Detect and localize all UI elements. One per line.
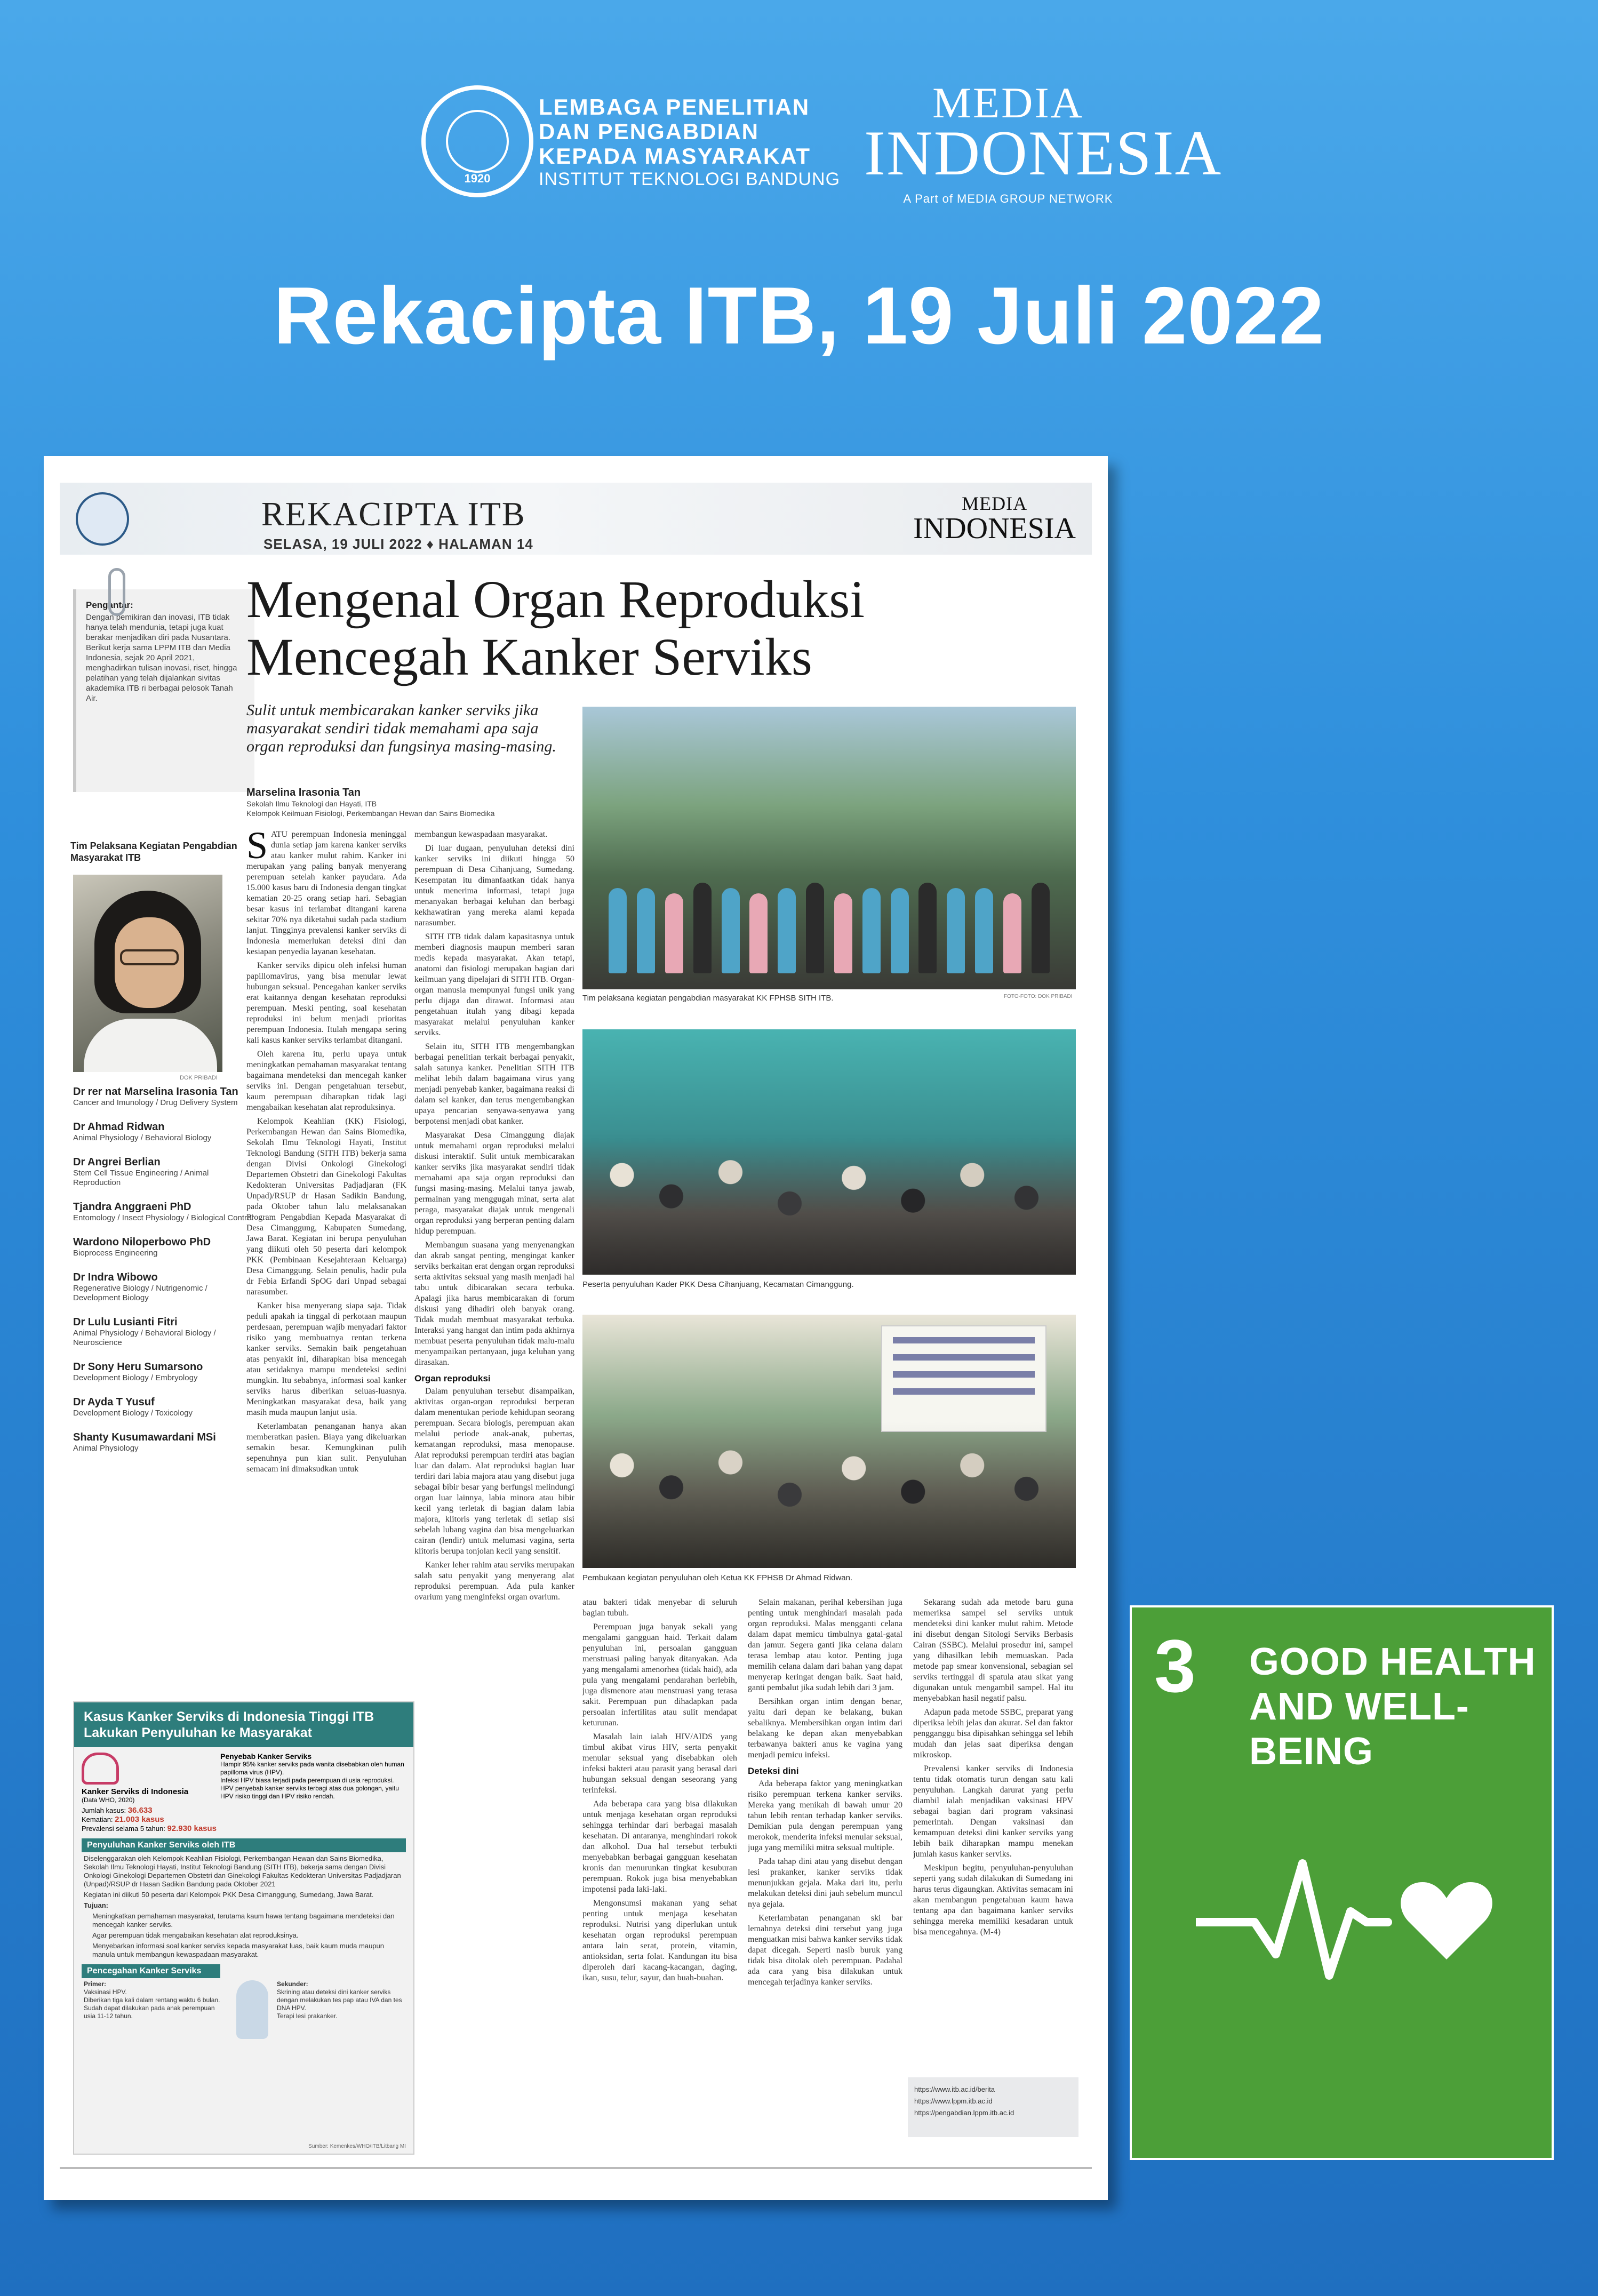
member-name: Tjandra Anggraeni PhD	[73, 1201, 191, 1213]
paragraph: Oleh karena itu, perlu upaya untuk meningkatkan pemahaman masyarakat tentang bagaimana mendeteksi dan mencegah kanker serviks ini. Dengan pengetahuan tersebut, kaum perempuan diharapkan tidak lagi mengabaikan kesehatan alat reproduksinya.	[246, 1050, 406, 1112]
media-logo-line1: MEDIA	[932, 78, 1084, 127]
author-affiliation-1: Sekolah Ilmu Teknologi dan Hayati, ITB	[246, 799, 377, 808]
team-member	[73, 1361, 254, 1383]
brand-line2: INDONESIA	[913, 512, 1076, 545]
team-member	[73, 1121, 254, 1143]
secondary-item: Skrining atau deteksi dini kanker serviks dengan melakukan tes pap atau IVA dan tes DNA HPV.	[277, 1988, 402, 2012]
article-column-5	[913, 1597, 1073, 2067]
paragraph: Pada tahap dini atau yang disebut dengan lesi prakanker, kanker serviks tidak menunjukkan gejala. Maka dari itu, perlu melakukan deteksi dini jauh sebelum muncul nya gejala.	[748, 1857, 902, 1909]
team-member	[73, 1085, 254, 1108]
section-title: REKACIPTA ITB	[261, 495, 526, 533]
paragraph: Perempuan juga banyak sekali yang mengalami gangguan haid. Terkait dalam penyuluhan ini, persoalan gangguan menstruasi paling banyak ditanyakan. Ada yang mengalami amenorhea (tidak haid), ada pula yang mengalami pendarahan berlebih, juga dismenore atau menstruasi yang terasa sakit. Perempuan pun dihadapkan pada persoalan infertilitas atau sulit mendapat keturunan.	[582, 1622, 737, 1727]
paperclip-icon	[108, 568, 125, 616]
paper-masthead	[60, 483, 1092, 555]
paragraph: Meskipun begitu, penyuluhan-penyuluhan seperti yang sudah dilakukan di Sumedang ini harus terus digaungkan. Aktivitas semacam ini akan membangun pengetahuan kaum hawa tentang apa dan bagaimana kanker serviks sehingga mereka memiliki kesadaran untuk bisa mencegahnya. (M-4)	[913, 1863, 1073, 1937]
prevention-title: Pencegahan Kanker Serviks	[82, 1964, 220, 1978]
infographic-title: Kasus Kanker Serviks di Indonesia Tinggi ITB Lakukan Penyuluhan ke Masyarakat	[74, 1702, 413, 1747]
program-item: Meningkatkan pemahaman masyarakat, terutama kaum hawa tentang bagaimana mendeteksi dan mencegah kanker serviks.	[92, 1912, 395, 1929]
program-item: Kegiatan ini diikuti 50 peserta dari Kelompok PKK Desa Cimanggung, Sumedang, Jawa Barat.	[84, 1891, 374, 1899]
member-role: Development Biology / Toxicology	[73, 1409, 193, 1418]
member-name: Dr Sony Heru Sumarsono	[73, 1361, 203, 1373]
article-deck: Sulit untuk membicarakan kanker serviks jika masyarakat sendiri tidak memahami apa saja organ reproduksi dan fungsinya masing-masing.	[246, 701, 556, 755]
paragraph: Keterlambatan penanganan hanya akan memberatkan pasien. Biaya yang dikeluarkan semakin besar. Kemungkinan pulih sepenuhnya pun kian sulit. Penyuluhan semacam ini dimaksudkan untuk	[246, 1422, 406, 1474]
member-name: Dr Lulu Lusianti Fitri	[73, 1316, 178, 1328]
link-itb-news[interactable]: https://www.itb.ac.id/berita	[914, 2085, 995, 2093]
author-portrait	[73, 875, 222, 1072]
intro-note	[73, 589, 254, 792]
sdg-title	[1249, 1639, 1552, 1774]
program-item: Menyebarkan informasi soal kanker serviks kepada masyarakat luas, baik kaum muda maupun manula untuk membangun kewaspadaan masyarakat.	[92, 1942, 384, 1958]
paragraph: Membangun suasana yang menyenangkan dan akrab sangat penting, mengingat kanker serviks berkaitan erat dengan organ reproduksi serta aktivitas seksual yang masih menjadi hal tabu untuk dibicarakan secara terbuka. Apalagi jika harus membicarakan di forum diskusi yang dihadiri oleh banyak orang. Tidak mudah membuat masyarakat terbuka. Interaksi yang hangat dan intim pada akhirnya membuat peserta penyuluhan tidak malu-malu menyampaikan pertanyaan, juga keluhan yang dirasakan.	[414, 1241, 574, 1367]
media-indonesia-logo	[864, 78, 1223, 206]
portrait-credit: DOK PRIBADI	[180, 1075, 218, 1081]
photo-participants	[582, 1029, 1076, 1275]
uterus-icon	[82, 1753, 119, 1785]
paragraph: Ada beberapa faktor yang meningkatkan risiko perempuan terkena kanker serviks. Mereka yang menikah di bawah umur 20 tahun lebih rentan terhadap kanker serviks. Demikian pula dengan perempuan yang merokok, menderita infeksi menular seksual, juga yang memiliki mitra seksual multiple.	[748, 1779, 902, 1852]
article-column-1	[246, 829, 406, 1661]
primary-title: Primer:	[84, 1980, 107, 1988]
stat-value: 92.930 kasus	[167, 1824, 217, 1833]
member-name: Dr rer nat Marselina Irasonia Tan	[73, 1086, 238, 1098]
photo-caption: Tim pelaksana kegiatan pengabdian masyarakat KK FPHSB SITH ITB.	[582, 994, 834, 1003]
article-headline	[246, 571, 865, 686]
primary-item: Diberikan tiga kali dalam rentang waktu 6 bulan.	[84, 1996, 220, 2004]
program-title: Penyuluhan Kanker Serviks oleh ITB	[82, 1838, 406, 1852]
photo-opening	[582, 1315, 1076, 1568]
lppm-line4: INSTITUT TEKNOLOGI BANDUNG	[539, 169, 841, 189]
team-member	[73, 1271, 254, 1303]
cause-item: Infeksi HPV biasa terjadi pada perempuan di usia reproduksi.	[220, 1777, 394, 1784]
member-role: Bioprocess Engineering	[73, 1249, 158, 1258]
headline-line2: Mencegah Kanker Serviks	[246, 627, 812, 686]
subheading: Organ reproduksi	[414, 1373, 491, 1383]
paragraph: Kanker bisa menyerang siapa saja. Tidak peduli apakah ia tinggal di perkotaan maupun perdesaan, perempuan wajib menyadari faktor risiko yang membuatnya rentan terkena kanker serviks. Semakin baik pengetahuan atas penyakit ini, diharapkan bisa mencegah atau setidaknya mampu mendeteksi sedini mungkin. Itu sebabnya, informasi soal kanker serviks harus diberikan seluas-luasnya. Meningkatkan masyarakat desa, baik yang masih muda maupun lanjut usia.	[246, 1301, 406, 1417]
page-title: Rekacipta ITB, 19 Juli 2022	[273, 270, 1325, 361]
paragraph: Mengonsumsi makanan yang sehat penting untuk menjaga kesehatan reproduksi. Nutrisi yang diperlukan untuk kesehatan organ reproduksi perempuan antara lain serat, protein, vitamin, antioksidan, serta folat. Kandungan itu bisa diperoleh dari kacang-kacangan, daging, ikan, susu, telur, sayur, dan buah-buahan.	[582, 1899, 737, 1982]
team-member	[73, 1236, 254, 1258]
itb-seal-icon	[76, 492, 129, 546]
newspaper-page	[44, 456, 1108, 2200]
paragraph: Kanker leher rahim atau serviks merupakan salah satu penyakit yang menyerang alat reproduksi perempuan. Ada pula kanker ovarium yang menginfeksi organ ovarium.	[414, 1561, 574, 1602]
paragraph: Di luar dugaan, penyuluhan deteksi dini kanker serviks ini diikuti hingga 50 perempuan di Desa Cihanjuang, Sumedang. Kesempatan itu dimanfaatkan tidak hanya untuk menerima informasi, tetapi juga menanyakan berbagai keluhan dan berbagi kekhawatiran yang mereka alami kepada narasumber.	[414, 844, 574, 927]
stat-label: Kematian:	[82, 1815, 113, 1823]
paragraph: Selain makanan, perihal kebersihan juga penting untuk menghindari masalah pada organ reproduksi. Malas mengganti celana dalam dapat memicu timbulnya gatal-gatal dan jamur. Segera ganti jika celana dalam terasa lembap atau kotor. Penting juga memilih celana dalam dari bahan yang dapat menyerap keringat dengan baik. Saat haid, ganti pembalut jika sudah lebih dari 3 jam.	[748, 1598, 902, 1692]
sdg-number: 3	[1154, 1624, 1196, 1708]
paper-brand-logo	[913, 493, 1076, 543]
stat-label: Jumlah kasus:	[82, 1806, 126, 1814]
sdg-title-line2: AND WELL-BEING	[1249, 1685, 1469, 1773]
article-column-3	[582, 1597, 737, 2152]
issue-date: SELASA, 19 JULI 2022 ♦ HALAMAN 14	[263, 536, 533, 552]
paragraph: Kanker serviks dipicu oleh infeksi human papillomavirus, yang bisa menular lewat hubungan seksual. Pencegahan kanker serviks erat kaitannya dengan kesehatan reproduksi perempuan. Meski penting, soal kesehatan reproduksi ini belum menjadi prioritas perempuan Indonesia. Itulah mengapa sering kali kasus kanker serviks terlambat ditangani.	[246, 961, 406, 1045]
member-role: Animal Physiology	[73, 1444, 139, 1453]
article-column-2	[414, 829, 574, 2141]
paragraph: membangun kewaspadaan masyarakat.	[414, 830, 548, 839]
secondary-prevention	[277, 1980, 404, 2039]
member-role: Animal Physiology / Behavioral Biology / Neuroscience	[73, 1329, 216, 1347]
stats-title: Kanker Serviks di Indonesia	[82, 1787, 189, 1796]
member-name: Dr Indra Wibowo	[73, 1271, 158, 1283]
cause-item: Hampir 95% kanker serviks pada wanita disebabkan oleh human papilloma virus (HPV).	[220, 1761, 404, 1776]
team-heading: Tim Pelaksana Kegiatan Pengabdian Masyarakat ITB	[70, 841, 237, 863]
causes-title: Penyebab Kanker Serviks	[220, 1752, 312, 1761]
stat-label: Prevalensi selama 5 tahun:	[82, 1825, 165, 1833]
heartbeat-heart-icon	[1196, 1831, 1495, 1991]
cause-item: HPV penyebab kanker serviks terbagi atas dua golongan, yaitu HPV risiko tinggi dan HPV risiko rendah.	[220, 1785, 399, 1800]
paragraph: Selain itu, SITH ITB mengembangkan berbagai penelitian terkait berbagai penyakit, salah satunya kanker. Penelitian SITH ITB melihat lebih dalam bagaimana virus yang menjadi penyebab kanker, bagaimana reaksi di dalam sel kanker, dan terus mengembangkan upaya pencarian senyawa-senyawa yang berpotensi menjadi obat kanker.	[414, 1042, 574, 1126]
sdg-title-line1: GOOD HEALTH	[1249, 1641, 1536, 1683]
paragraph: Sekarang sudah ada metode baru guna memeriksa sampel sel serviks untuk mendeteksi dini kanker mulut rahim. Metode ini disebut dengan Sitologi Serviks Berbasis Cairan (SSBC). Melalui prosedur ini, sampel yang dihasilkan lebih memuaskan. Pada metode pap smear konvensional, sebagian sel serviks tertinggal di spatula atau sikat yang digunakan untuk mengambil sampel. Hal itu menyebabkan hasil negatif palsu.	[913, 1598, 1073, 1703]
intro-title: Pengantar:	[86, 600, 133, 610]
member-name: Dr Ayda T Yusuf	[73, 1396, 155, 1408]
infographic-box	[73, 1701, 414, 2155]
paragraph: Kelompok Keahlian (KK) Fisiologi, Perkembangan Hewan dan Sains Biomedika, Sekolah Ilmu Teknologi Hayati, Institut Teknologi Bandung (SITH ITB) bekerja sama dengan Divisi Onkologi Ginekologi Departemen Obstetri dan Ginekologi Fakultas Kedokteran Universitas Padjadjaran (FK Unpad)/RSUP dr Hasan Sadikin Bandung, pada Oktober tahun lalu melaksanakan Program Pengabdian Kepada Masyarakat di Desa Cimanggung, Kabupaten Sumedang, Jawa Barat. Kegiatan ini berupa penyuluhan yang diikuti oleh 50 peserta dari kelompok PKK (Pembinaan Kesejahteraan Keluarga) Desa Cimanggung. Selain penulis, hadir pula dr Febia Erfandi SpOG dari Unpad sebagai narasumber.	[246, 1117, 406, 1297]
member-role: Stem Cell Tissue Engineering / Animal Reproduction	[73, 1169, 209, 1187]
sdg-3-badge	[1130, 1605, 1554, 2160]
stats-source: (Data WHO, 2020)	[82, 1796, 135, 1804]
paragraph: SITH ITB tidak dalam kapasitasnya untuk memberi diagnosis maupun memberi saran medis kepada masyarakat. Akan tetapi, anatomi dan fisiologi merupakan bagian dari keilmuan yang dipelajari di SITH ITB. Organ-organ manusia mempunyai fungsi unik yang perlu dijaga dan dirawat. Informasi atau pengetahuan itulah yang dibagi kepada masyarakat melalui penyuluhan kanker serviks.	[414, 932, 574, 1037]
byline	[246, 787, 577, 818]
primary-prevention	[84, 1980, 228, 2039]
member-name: Wardono Niloperbowo PhD	[73, 1236, 211, 1248]
itb-seal-logo	[421, 85, 533, 197]
member-role: Cancer and Imunology / Drug Delivery System	[73, 1098, 238, 1107]
paragraph: Ada beberapa cara yang bisa dilakukan untuk menjaga kesehatan organ reproduksi sehingga terhindar dari berbagai masalah kesehatan. Di antaranya, menghindari rokok dan alkohol. Dua hal tersebut terbukti menyebabkan berbagai gangguan kesehatan kronis dan menurunkan tingkat kesuburan perempuan. Rokok juga bisa menyebabkan impotensi pada laki-laki.	[582, 1799, 737, 1894]
member-role: Regenerative Biology / Nutrigenomic / Development Biology	[73, 1284, 207, 1302]
paragraph: Prevalensi kanker serviks di Indonesia tentu tidak otomatis turun dengan satu kali penyuluhan. Langkah darurat yang perlu diambil ialah menjadikan vaksinasi HPV sebagai bagian dari program vaksinasi pemerintah. Dengan vaksinasi dan kemampuan deteksi dini kanker serviks yang lebih baik diharapkan mampu menekan jumlah kasus kanker serviks.	[913, 1764, 1073, 1859]
member-name: Dr Angrei Berlian	[73, 1156, 161, 1168]
program-item: Agar perempuan tidak mengabaikan kesehatan alat reproduksinya.	[92, 1931, 299, 1939]
author-name: Marselina Irasonia Tan	[246, 787, 361, 798]
member-name: Dr Ahmad Ridwan	[73, 1121, 165, 1133]
reference-links	[908, 2077, 1078, 2137]
headline-line1: Mengenal Organ Reproduksi	[246, 570, 865, 629]
photo-team	[582, 707, 1076, 989]
member-role: Entomology / Insect Physiology / Biological Control	[73, 1213, 253, 1222]
brand-line1: MEDIA	[962, 493, 1028, 514]
author-affiliation-2: Kelompok Keilmuan Fisiologi, Perkembangan Hewan dan Sains Biomedika	[246, 809, 495, 818]
page-footer-rule	[60, 2167, 1092, 2169]
paragraph: atau bakteri tidak menyebar di seluruh bagian tubuh.	[582, 1598, 737, 1618]
primary-item: Vaksinasi HPV.	[84, 1988, 127, 1996]
lppm-line3: KEPADA MASYARAKAT	[539, 143, 811, 169]
stats-block	[82, 1753, 220, 1833]
member-role: Development Biology / Embryology	[73, 1373, 198, 1382]
team-member	[73, 1201, 254, 1223]
program-item: Tujuan:	[84, 1901, 108, 1909]
photo-caption: Peserta penyuluhan Kader PKK Desa Cihanjuang, Kecamatan Cimanggung.	[582, 1280, 854, 1289]
link-lppm[interactable]: https://www.lppm.itb.ac.id	[914, 2097, 993, 2105]
member-role: Animal Physiology / Behavioral Biology	[73, 1133, 212, 1142]
subheading: Deteksi dini	[748, 1766, 799, 1776]
paragraph: Adapun pada metode SSBC, preparat yang diperiksa lebih jelas dan akurat. Sel dan faktor pengganggu bisa dipisahkan sehingga sel lebih mudah dan jelas saat diperiksa dengan mikroskop.	[913, 1708, 1073, 1759]
causes-block	[220, 1753, 406, 1833]
team-member	[73, 1316, 254, 1348]
lppm-line2: DAN PENGABDIAN	[539, 119, 760, 144]
secondary-item: Terapi lesi prakanker.	[277, 2012, 338, 2020]
secondary-title: Sekunder:	[277, 1980, 308, 1988]
paragraph: ATU perempuan Indonesia meninggal dunia setiap jam karena kanker serviks atau kanker mulut rahim. Kanker ini merupakan yang paling banyak menyerang perempuan setelah kanker payudara. Ada 15.000 kasus baru di Indonesia dengan tingkat kematian 20-25 orang setiap hari. Sebagian besar kasus ini terlambat ditangani karena sekitar 70% nya diketahui sudah pada stadium lanjut. Tingginya prevalensi kanker serviks di Indonesia memerlukan deteksi dini dan kesiapan penyedia layanan kesehatan.	[246, 830, 406, 956]
team-list	[73, 1085, 254, 1466]
woman-figure-icon	[236, 1980, 268, 2039]
paragraph: Bersihkan organ intim dengan benar, yaitu dari depan ke belakang, bukan sebaliknya. Membersihkan organ intim dari belakang ke depan akan menyebabkan terbawanya bakteri anus ke vagina yang menjadi pemicu infeksi.	[748, 1697, 902, 1759]
lppm-logo-text	[539, 95, 840, 190]
dropcap: S	[246, 829, 268, 867]
paragraph: Masyarakat Desa Cimanggung diajak untuk memahami organ reproduksi melalui diskusi interaktif. Sulit untuk membicarakan kanker serviks jika masyarakat sendiri tidak memahami apa saja organ reproduksi dan fungsi masing-masing. Melalui tanya jawab, permainan yang menggugah minat, serta alat peraga, masyarakat diajak untuk mengenali organ reproduksi yang berperan penting dalam hidup perempuan.	[414, 1131, 574, 1236]
team-member	[73, 1431, 254, 1453]
seal-year: 1920	[464, 172, 491, 185]
media-tagline: A Part of MEDIA GROUP NETWORK	[903, 192, 1113, 205]
team-member	[73, 1156, 254, 1188]
stat-value: 36.633	[127, 1806, 153, 1815]
team-member	[73, 1396, 254, 1418]
program-item: Diselenggarakan oleh Kelompok Keahlian Fisiologi, Perkembangan Hewan dan Sains Biomedika, Sekolah Ilmu Teknologi Hayati, Institut Teknologi Bandung (SITH ITB), bekerja sama dengan Divisi Onkologi Ginekologi Departemen Obstetri dan Ginekologi Fakultas Kedokteran Universitas Padjadjaran (Unpad)/RSUP dr Hasan Sadikin Bandung pada Oktober 2021	[84, 1854, 401, 1888]
media-logo-line2: INDONESIA	[864, 117, 1223, 188]
member-name: Shanty Kusumawardani MSi	[73, 1431, 216, 1443]
paragraph: Keterlambatan penanganan ski bar lemahnya deteksi dini tersebut yang juga menguatkan misi bahwa kanker serviks tidak dapat dicegah. Seperti nasib buruk yang tidak bisa ditolak oleh perempuan. Padahal ada cara yang bisa dilakukan untuk mencegah terjadinya kanker serviks.	[748, 1914, 902, 1987]
stat-value: 21.003 kasus	[115, 1815, 164, 1824]
infographic-source: Sumber: Kemenkes/WHO/ITB/Litbang MI	[308, 2143, 406, 2149]
article-column-4	[748, 1597, 902, 2152]
photo-credit: FOTO-FOTO: DOK PRIBADI	[1004, 994, 1073, 999]
link-pengabdian[interactable]: https://pengabdian.lppm.itb.ac.id	[914, 2109, 1014, 2117]
photo-caption: Pembukaan kegiatan penyuluhan oleh Ketua KK FPHSB Dr Ahmad Ridwan.	[582, 1573, 853, 1582]
primary-item: Sudah dapat dilakukan pada anak perempuan usia 11-12 tahun.	[84, 2004, 215, 2020]
intro-text: Dengan pemikiran dan inovasi, ITB tidak hanya telah mendunia, tetapi juga kuat berakar menjadikan diri pada Nusantara. Berikut kerja sama LPPM ITB dan Media Indonesia, sejak 20 April 2021, menghadirkan tulisan inovasi, riset, hingga pelatihan yang telah dijalankan sivitas akademika ITB ri berbagai pelosok Tanah Air.	[86, 613, 237, 703]
lppm-line1: LEMBAGA PENELITIAN	[539, 94, 810, 119]
paragraph: Masalah lain ialah HIV/AIDS yang timbul akibat virus HIV, serta penyakit menular seksual yang disebabkan oleh infeksi bakteri atau parasit yang berasal dari hubungan seksual dengan seseorang yang terinfeksi.	[582, 1732, 737, 1795]
paragraph: Dalam penyuluhan tersebut disampaikan, aktivitas organ-organ reproduksi berperan dalam menentukan periode kehidupan seorang perempuan. Secara biologis, perempuan akan melalui periode anak-anak, pubertas, kematangan reproduksi, masa menopause. Alat reproduksi perempuan terdiri atas bagian luar dan dalam. Alat reproduksi bagian luar terdiri dari labia majora atau yang disebut juga sebagai bibir besar yang berfungsi melindungi organ luar lainnya, labia minora atau bibir kecil yang terletak di bagian dalam labia majora, klitoris yang terletak di setiap sisi sebelah lubang vagina dan bisa mengeluarkan cairan (lendir) untuk melumasi vagina, serta klitoris berupa tonjolan kecil yang sensitif.	[414, 1387, 574, 1556]
